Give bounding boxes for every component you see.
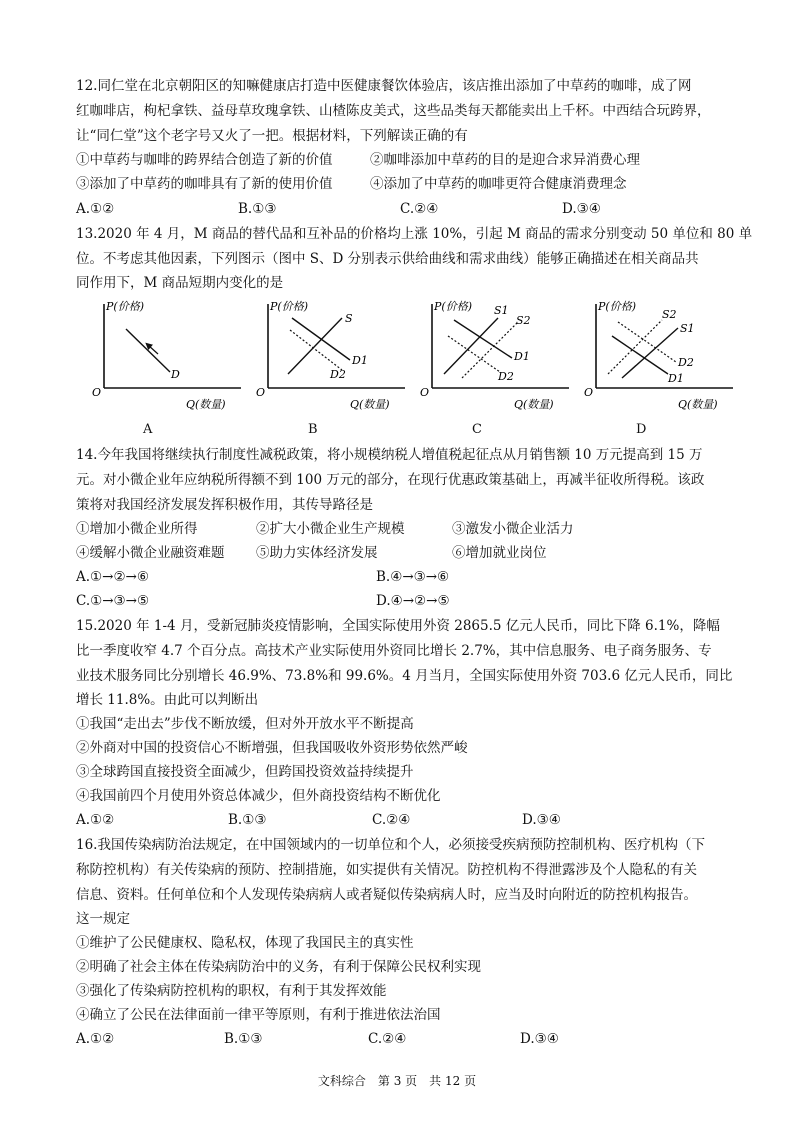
x-axis-label: Q(数量) [514, 398, 554, 411]
y-axis-label: P(价格) [434, 300, 472, 313]
q15-option-c[interactable]: C.②④ [372, 812, 411, 828]
curve-label-d: D [171, 368, 180, 381]
q14-option-b[interactable]: B.④→③→⑥ [376, 569, 450, 585]
x-axis-label: Q(数量) [678, 398, 718, 411]
q12-item-2: ②咖啡添加中草药的目的是迎合求异消费心理 [370, 152, 640, 168]
curve-label-s2: S2 [516, 314, 531, 327]
curve-label-d2: D2 [330, 368, 346, 381]
curve-label-d1: D1 [668, 372, 684, 385]
q16-option-c[interactable]: C.②④ [368, 1031, 407, 1047]
q16-item-1: ①维护了公民健康权、隐私权，体现了我国民主的真实性 [76, 935, 414, 951]
q12-item-4: ④添加了中草药的咖啡更符合健康消费理念 [370, 176, 627, 192]
curve-label-s1: S1 [680, 322, 695, 335]
q12-stem-line-2: 红咖啡店，枸杞拿铁、益母草玫瑰拿铁、山楂陈皮美式，这些品类每天都能卖出上千杯。中西结合玩跨界， [76, 103, 711, 119]
q14-stem-line-1: 14.今年我国将继续执行制度性减税政策，将小规模纳税人增值税起征点从月销售额 10 万元提高到 15 万 [76, 447, 703, 463]
q14-item-3: ③激发小微企业活力 [452, 521, 574, 537]
q15-option-d[interactable]: D.③④ [522, 812, 561, 828]
q13-stem-line-2: 位。不考虑其他因素，下列图示（图中 S、D 分别表示供给曲线和需求曲线）能够正确描述在相关商品共 [76, 251, 699, 267]
q13-stem-line-1: 13.2020 年 4 月，M 商品的替代品和互补品的价格均上涨 10%，引起 M 商品的需求分别变动 50 单位和 80 单 [76, 226, 753, 242]
q16-option-b[interactable]: B.①③ [224, 1031, 263, 1047]
q16-stem-line-4: 这一规定 [76, 911, 130, 927]
q14-item-2: ②扩大小微企业生产规模 [256, 521, 405, 537]
q12-item-3: ③添加了中草药的咖啡具有了新的使用价值 [76, 176, 333, 192]
curve-label-s1: S1 [494, 304, 509, 317]
demand-curve-d1 [292, 318, 350, 360]
q16-option-a[interactable]: A.①② [76, 1031, 115, 1047]
curve-label-d2: D2 [498, 370, 514, 383]
origin-label: O [420, 386, 430, 399]
q16-option-d[interactable]: D.③④ [520, 1031, 559, 1047]
q12-item-1: ①中草药与咖啡的跨界结合创造了新的价值 [76, 152, 333, 168]
q15-item-1: ①我国“走出去”步伐不断放缓，但对外开放水平不断提高 [76, 716, 414, 732]
supply-curve-s1 [444, 318, 498, 374]
q12-stem-line-1: 12.同仁堂在北京朝阳区的知嘛健康店打造中医健康餐饮体验店，该店推出添加了中草药的咖啡，成了网 [76, 78, 692, 94]
q15-stem-line-4: 增长 11.8%。由此可以判断出 [76, 692, 259, 708]
q15-item-4: ④我国前四个月使用外资总体减少，但外商投资结构不断优化 [76, 788, 441, 804]
origin-label: O [584, 386, 594, 399]
curve-label-s2: S2 [662, 308, 677, 321]
y-axis-label: P(价格) [598, 300, 636, 313]
y-axis-label: P(价格) [270, 300, 308, 313]
x-axis-label: Q(数量) [186, 398, 226, 411]
y-axis-label: P(价格) [106, 300, 144, 313]
graph-c-letter[interactable]: C [472, 422, 482, 437]
q14-item-1: ①增加小微企业所得 [76, 521, 198, 537]
supply-curve [288, 318, 342, 374]
q14-item-5: ⑤助力实体经济发展 [256, 545, 378, 561]
q14-item-6: ⑥增加就业岗位 [452, 545, 547, 561]
x-axis-label: Q(数量) [350, 398, 390, 411]
curve-label-d1: D1 [352, 354, 368, 367]
q16-stem-line-1: 16.我国传染病防治法规定，在中国领域内的一切单位和个人，必须接受疾病预防控制机构、医疗机构（下 [76, 837, 705, 853]
q16-item-3: ③强化了传染病防控机构的职权，有利于其发挥效能 [76, 983, 387, 999]
q12-stem-line-3: 让“同仁堂”这个老字号又火了一把。根据材料，下列解读正确的有 [76, 128, 468, 144]
q14-item-4: ④缓解小微企业融资难题 [76, 545, 225, 561]
q14-option-c[interactable]: C.①→③→⑤ [76, 593, 150, 609]
q12-option-d[interactable]: D.③④ [562, 201, 601, 217]
demand-curve-d1 [454, 320, 512, 358]
q15-option-b[interactable]: B.①③ [228, 812, 267, 828]
graph-b-letter[interactable]: B [308, 422, 318, 437]
graph-b [250, 296, 410, 416]
graph-d-letter[interactable]: D [636, 422, 647, 437]
q12-option-a[interactable]: A.①② [76, 201, 115, 217]
q16-item-4: ④确立了公民在法律面前一律平等原则，有利于推进依法治国 [76, 1007, 441, 1023]
curve-label-s: S [345, 312, 353, 325]
q15-item-2: ②外商对中国的投资信心不断增强，但我国吸收外资形势依然严峻 [76, 740, 468, 756]
supply-curve-s1 [622, 328, 678, 378]
graph-a [86, 296, 246, 416]
q15-item-3: ③全球跨国直接投资全面减少，但跨国投资效益持续提升 [76, 764, 414, 780]
graph-a-letter[interactable]: A [143, 422, 153, 437]
q14-stem-line-3: 策将对我国经济发展发挥积极作用，其传导路径是 [76, 497, 373, 513]
q16-item-2: ②明确了社会主体在传染病防治中的义务，有利于保障公民权利实现 [76, 959, 481, 975]
curve-label-d1: D1 [514, 350, 530, 363]
q13-stem-line-3: 同作用下，M 商品短期内变化的是 [76, 275, 284, 291]
curve-label-d2: D2 [678, 356, 694, 369]
q15-stem-line-3: 业技术服务同比分别增长 46.9%、73.8%和 99.6%。4 月当月，全国实际使用外资 703.6 亿元人民币，同比 [76, 668, 733, 684]
q15-stem-line-2: 比一季度收窄 4.7 个百分点。高技术产业实际使用外资同比增长 2.7%，其中信息服务、电子商务服务、专 [76, 643, 712, 659]
q12-option-b[interactable]: B.①③ [238, 201, 277, 217]
q16-stem-line-2: 称防控机构）有关传染病的预防、控制措施，如实提供有关情况。防控机构不得泄露涉及个人隐私的有关 [76, 862, 697, 878]
graph-d [578, 296, 738, 416]
q14-stem-line-2: 元。对小微企业年应纳税所得额不到 100 万元的部分，在现行优惠政策基础上，再减半征收所得税。该政 [76, 472, 705, 488]
page-footer: 文科综合 第 3 页 共 12 页 [317, 1074, 477, 1088]
q14-option-d[interactable]: D.④→②→⑤ [376, 593, 450, 609]
origin-label: O [92, 386, 102, 399]
q15-option-a[interactable]: A.①② [76, 812, 115, 828]
graph-c [414, 296, 574, 416]
q14-option-a[interactable]: A.①→②→⑥ [76, 569, 149, 585]
q15-stem-line-1: 15.2020 年 1-4 月，受新冠肺炎疫情影响，全国实际使用外资 2865.5 亿元人民币，同比下降 6.1%，降幅 [76, 618, 720, 634]
q12-option-c[interactable]: C.②④ [400, 201, 439, 217]
q16-stem-line-3: 信息、资料。任何单位和个人发现传染病病人或者疑似传染病病人时，应当及时向附近的防控机构报告。 [76, 887, 697, 903]
origin-label: O [256, 386, 266, 399]
demand-curve [126, 329, 170, 372]
